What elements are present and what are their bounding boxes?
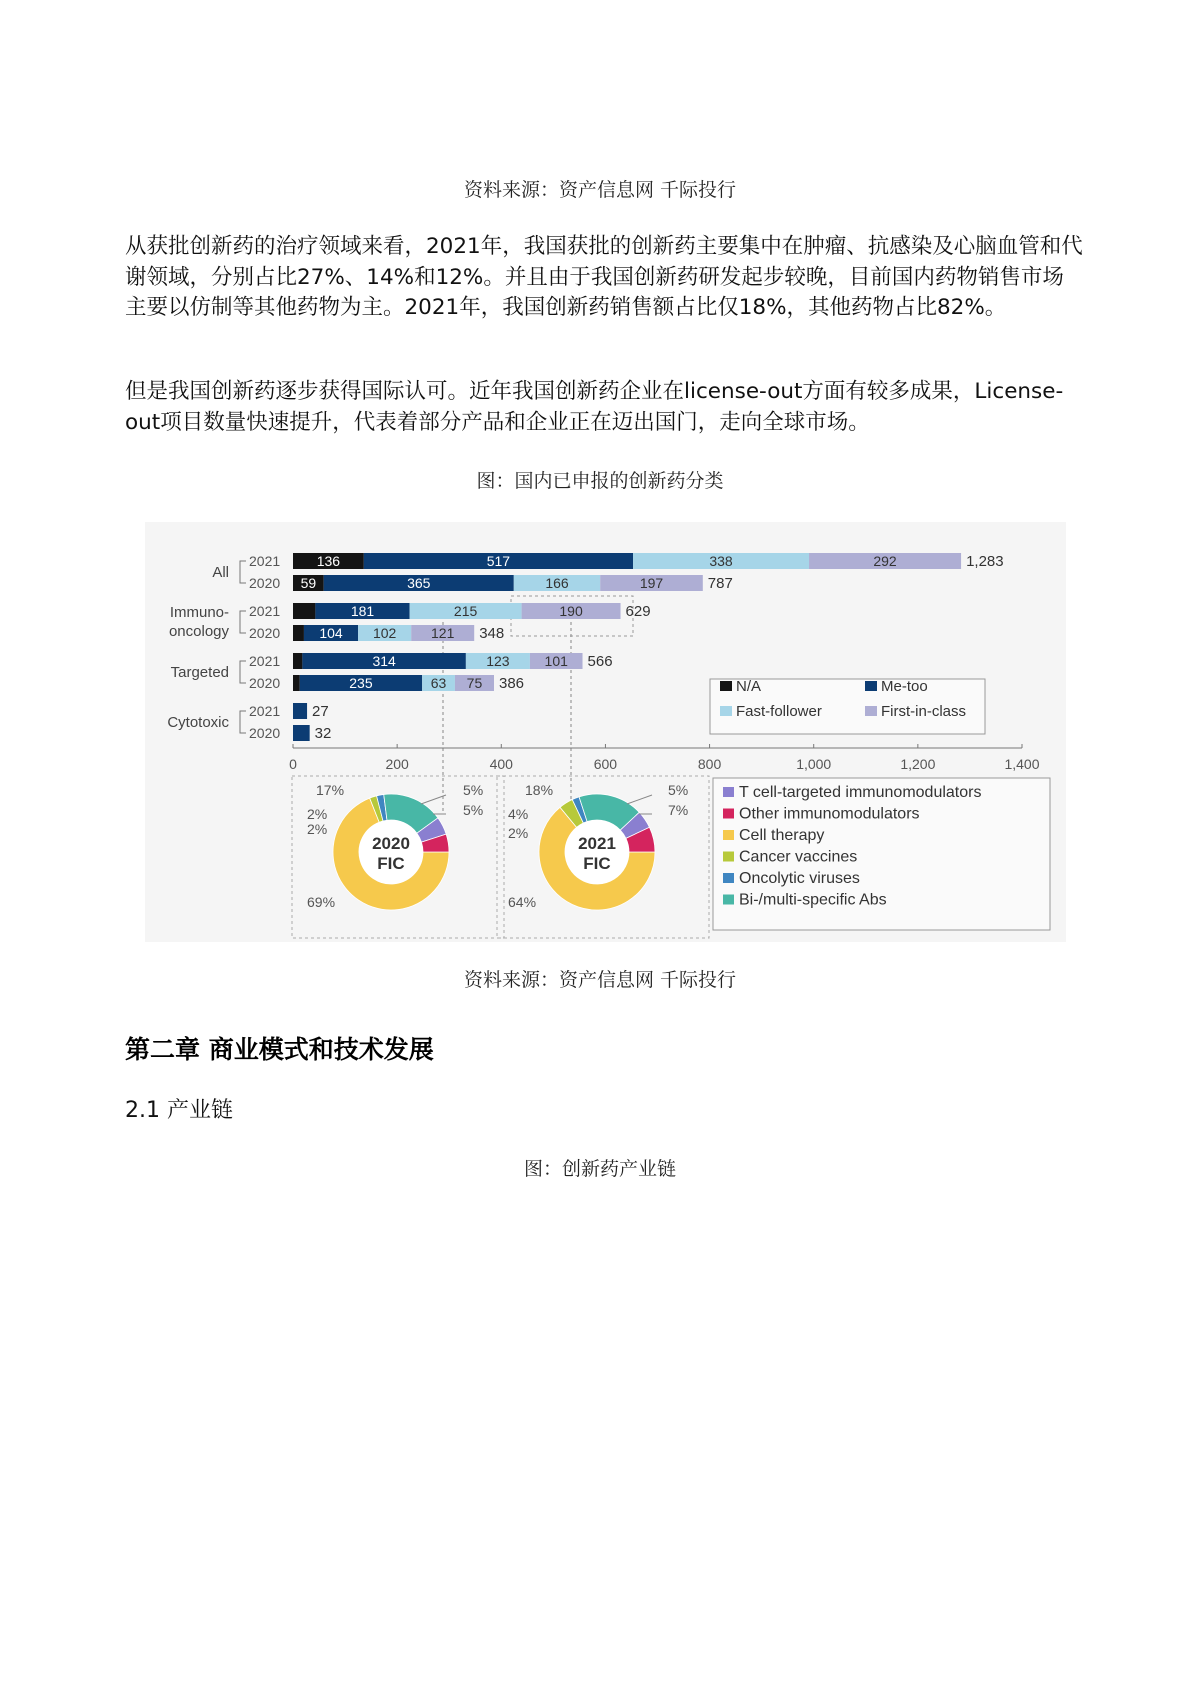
bar-value-label: 235: [349, 675, 373, 691]
bar-value-label: 365: [407, 575, 431, 591]
x-tick-label: 0: [289, 756, 297, 772]
bar-total-label: 566: [587, 653, 613, 670]
pie-legend-swatch-cell-therapy: [723, 830, 734, 840]
bar-value-label: 181: [350, 603, 375, 619]
year-label: 2021: [249, 703, 281, 719]
source-caption-bottom: 资料来源：资产信息网 千际投行: [463, 969, 737, 991]
legend-label: Fast-follower: [736, 703, 822, 720]
x-tick-label: 400: [489, 756, 513, 772]
bar-value-label: 197: [639, 575, 664, 591]
pie-legend-label: Bi-/multi-specific Abs: [739, 891, 887, 909]
x-tick-label: 1,200: [900, 756, 936, 772]
group-bracket: [240, 661, 246, 683]
bar-value-label: 102: [372, 625, 397, 641]
paragraph-license-out: 但是我国创新药逐步获得国际认可。近年我国创新药企业在license-out方面有较多成果，License-out项目数量快速提升，代表着部分产品和企业正在迈出国门，走向全球市场。: [125, 379, 1064, 435]
donut-slice-label: 5%: [463, 782, 484, 798]
year-label: 2021: [249, 653, 281, 669]
bar-segment-na: [293, 675, 300, 691]
bar-value-label: 292: [873, 553, 897, 569]
figure-caption: 图：国内已申报的创新药分类: [476, 470, 724, 492]
chapter-heading: 第二章 商业模式和技术发展: [125, 1035, 434, 1064]
pie-legend-label: Oncolytic viruses: [739, 870, 860, 887]
pie-legend-label: Cell therapy: [739, 827, 825, 844]
legend-label: N/A: [736, 678, 762, 695]
group-label: Targeted: [170, 664, 229, 681]
year-label: 2021: [249, 553, 281, 569]
x-tick-label: 600: [593, 756, 618, 772]
group-label: Cytotoxic: [167, 714, 229, 731]
bar-value-label: 215: [453, 603, 478, 619]
bar-value-label: 121: [431, 625, 455, 641]
bar-total-label: 1,283: [966, 553, 1004, 570]
legend-swatch-fast-follower: [720, 706, 732, 716]
bar-value-label: 75: [466, 675, 483, 691]
donut-slice-label: 69%: [307, 894, 336, 910]
bar-segment-na: [293, 625, 304, 641]
bar-value-label: 104: [319, 625, 343, 641]
innovative-drug-classification-figure: [145, 522, 1066, 942]
legend-label: First-in-class: [881, 703, 966, 720]
donut-slice-label: 2%: [307, 821, 328, 837]
bar-total-label: 32: [314, 725, 332, 742]
pie-legend-swatch-other-immuno: [723, 809, 734, 819]
donut-slice-label: 5%: [463, 802, 484, 818]
x-tick-label: 1,400: [1004, 756, 1040, 772]
pie-legend-label: Other immunomodulators: [739, 805, 920, 823]
bar-value-label: 338: [709, 553, 733, 569]
donut-slice-label: 7%: [668, 802, 689, 818]
pie-legend-label: T cell-targeted immunomodulators: [739, 784, 982, 801]
bar-total-label: 629: [625, 603, 651, 620]
pie-legend-label: Cancer vaccines: [739, 848, 858, 866]
donut-leader-line: [627, 795, 652, 804]
x-tick-label: 1,000: [796, 756, 832, 772]
donut-title: 2021: [578, 834, 616, 853]
pie-legend-swatch-bispecific: [723, 895, 734, 905]
year-label: 2020: [249, 575, 281, 591]
x-tick-label: 200: [385, 756, 409, 772]
group-bracket: [240, 711, 246, 733]
donut-title: 2020: [372, 834, 410, 853]
group-bracket: [240, 611, 246, 633]
bar-total-label: 386: [498, 675, 525, 692]
pie-legend-swatch-oncolytic: [723, 873, 734, 883]
x-tick-label: 800: [697, 756, 722, 772]
bar-segment-me-too: [293, 725, 310, 741]
donut-slice-label: 5%: [668, 782, 689, 798]
donut-slice-label: 2%: [307, 806, 328, 822]
group-bracket: [240, 561, 246, 583]
source-caption-top: 资料来源：资产信息网 千际投行: [463, 179, 737, 201]
legend-swatch-me-too: [865, 681, 877, 691]
legend-swatch-first-in-class: [865, 706, 877, 716]
bar-value-label: 314: [372, 653, 396, 669]
bar-value-label: 517: [486, 553, 511, 569]
bar-value-label: 123: [486, 653, 510, 669]
year-label: 2020: [249, 725, 281, 741]
year-label: 2021: [249, 603, 281, 619]
legend-swatch-na: [720, 681, 732, 691]
donut-slice-label: 18%: [525, 782, 554, 798]
bar-value-label: 190: [559, 603, 583, 619]
donut-title: FIC: [583, 854, 611, 873]
donut-slice-label: 2%: [508, 825, 529, 841]
group-label: All: [212, 564, 229, 581]
group-label: Immuno-: [169, 604, 229, 621]
bar-total-label: 787: [707, 575, 733, 592]
bar-segment-na: [293, 653, 302, 669]
legend-label: Me-too: [881, 678, 928, 695]
group-label: oncology: [168, 623, 229, 640]
donut-slice-label: 17%: [316, 782, 345, 798]
industry-chain-caption: 图：创新药产业链: [523, 1158, 676, 1180]
bar-total-label: 27: [312, 703, 329, 720]
bar-value-label: 63: [430, 675, 447, 691]
pie-legend-swatch-t-cell: [723, 787, 734, 797]
year-label: 2020: [249, 625, 281, 641]
figure-svg: [145, 522, 1066, 942]
bar-segment-me-too: [293, 703, 307, 719]
year-label: 2020: [249, 675, 281, 691]
bar-segment-na: [293, 603, 315, 619]
bar-value-label: 166: [545, 575, 569, 591]
bar-value-label: 101: [544, 653, 568, 669]
bar-value-label: 59: [300, 575, 317, 591]
donut-slice-label: 4%: [508, 806, 529, 822]
pie-legend-swatch-cancer-vaccines: [723, 852, 734, 862]
paragraph-treatment-areas: 从获批创新药的治疗领域来看，2021年，我国获批的创新药主要集中在肿瘤、抗感染及心脑血管和代谢领域，分别占比27%、14%和12%。并且由于我国创新药研发起步较晚，目前国内药物销售市场主要以仿制等其他药物为主。2021年，我国创新药销售额占比仅18%，其他药物占比82%。: [125, 234, 1083, 320]
donut-leader-line: [421, 795, 446, 804]
section-heading: 2.1 产业链: [125, 1098, 233, 1123]
bar-total-label: 348: [479, 625, 505, 642]
bar-value-label: 136: [316, 553, 341, 569]
donut-slice-label: 64%: [508, 894, 537, 910]
donut-title: FIC: [377, 854, 405, 873]
